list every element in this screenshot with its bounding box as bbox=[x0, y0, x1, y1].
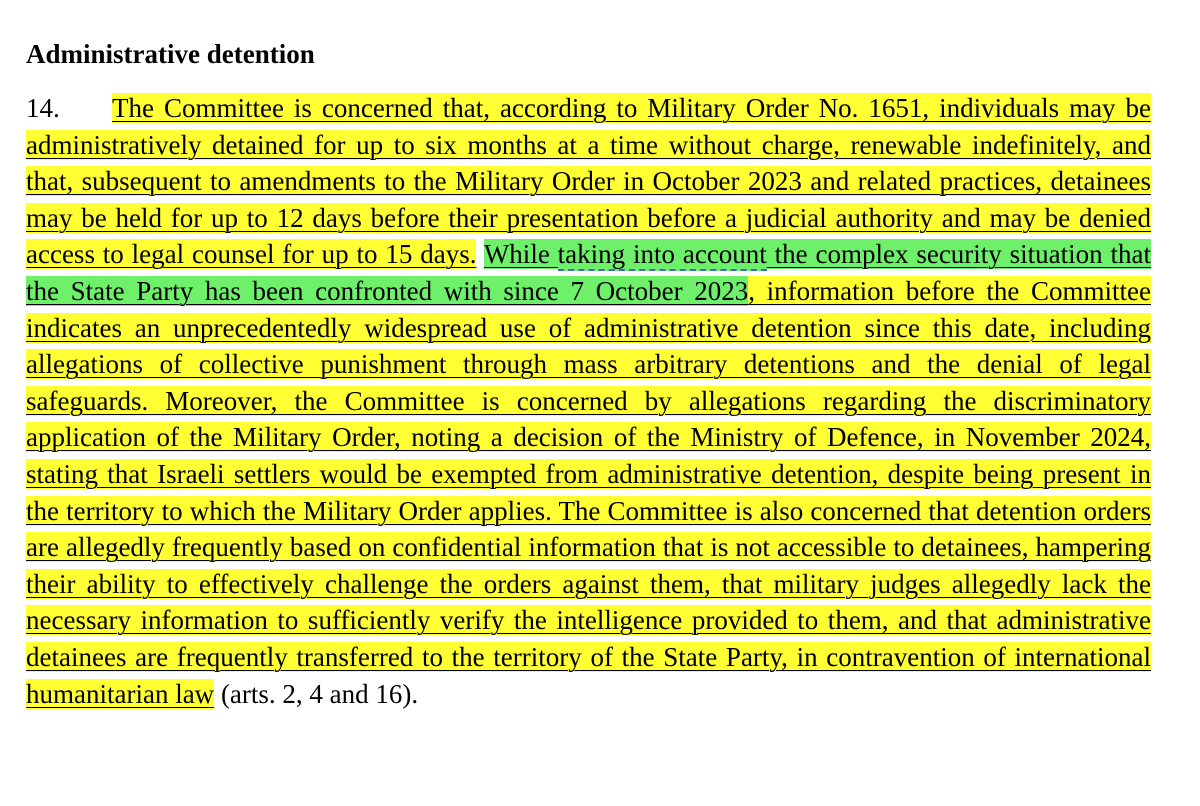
paragraph-14 bbox=[26, 90, 1151, 712]
section-heading: Administrative detention bbox=[26, 39, 315, 69]
spellcheck-marked-phrase[interactable]: taking into account bbox=[557, 239, 767, 270]
highlight-green-segment-end: the complex security situation that the State Party has been confronted with since 7 October 2023 bbox=[26, 239, 1151, 306]
paragraph-number: 14. bbox=[26, 93, 60, 123]
article-reference: (arts. 2, 4 and 16). bbox=[214, 678, 419, 709]
highlight-green-segment-start: While bbox=[483, 239, 558, 270]
highlight-yellow-segment: The Committee is concerned that, according to Military Order No. 1651, individuals may be administratively detained for up to six months at a time without charge, renewable indefinitely, and that, subsequent to amendments to the Military Order in October 2023 and related practices, detainees may be held for up to 12 days before their presentation before a judicial authority and may be denied access to legal counsel for up to 15 days. bbox=[26, 93, 1151, 270]
highlight-yellow-segment-2: , information before the Committee indicates an unprecedentedly widespread use of administrative detention since this date, including allegations of collective punishment through mass arbitrary detentions and the denial of legal safeguards. Moreover, the Committee is concerned by allegations regarding the discriminatory application of the Military Order, noting a decision of the Ministry of Defence, in November 2024, stating that Israeli settlers would be exempted from administrative detention, despite being present in the territory to which the Military Order applies. The Committee is also concerned that detention orders are allegedly frequently based on confidential information that is not accessible to detainees, hampering their ability to effectively challenge the orders against them, that military judges allegedly lack the necessary information to sufficiently verify the intelligence provided to them, and that administrative detainees are frequently transferred to the territory of the State Party, in contravention of international humanitarian law bbox=[26, 275, 1151, 709]
